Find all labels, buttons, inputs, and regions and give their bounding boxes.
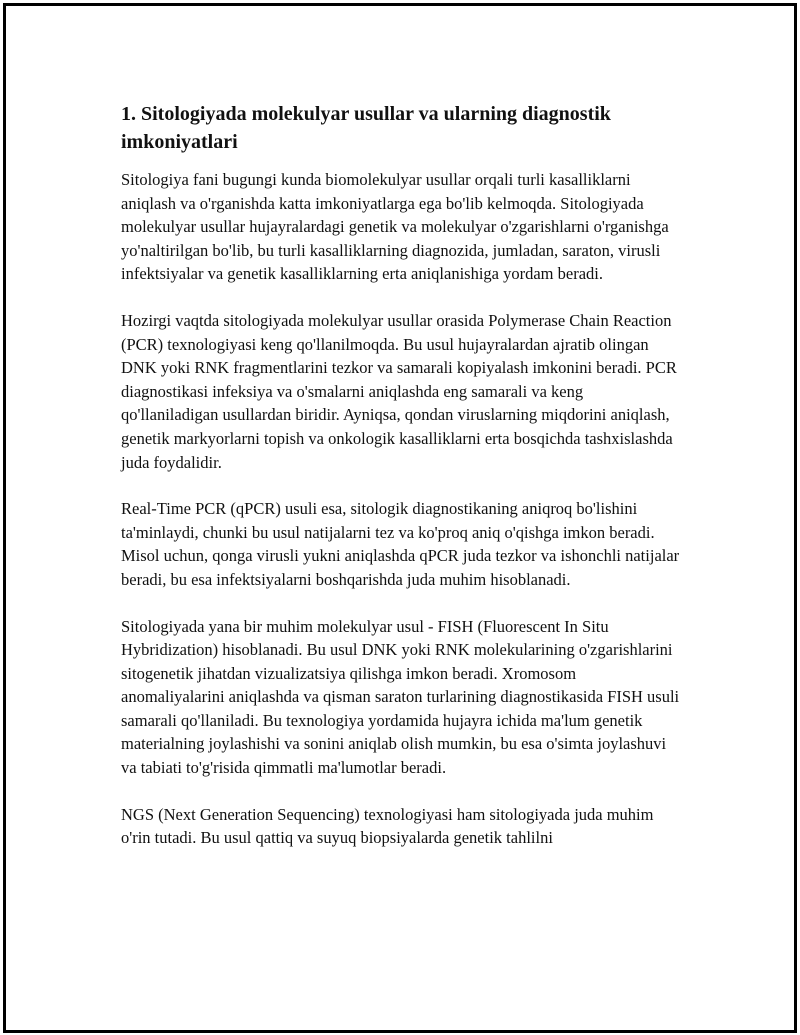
paragraph-intro: Sitologiya fani bugungi kunda biomolekulyar usullar orqali turli kasalliklarni aniqlash va o'rganishda katta imkoniyatlarga ega bo'lib kelmoqda. Sitologiyada molekulyar usullar hujayralardagi genetik va molekulyar o'zgarishlarni o'rganishga yo'naltirilgan bo'lib, bu turli kasalliklarning diagnozida, jumladan, saraton, virusli infektsiyalar va genetik kasalliklarning erta aniqlanishiga yordam beradi. xyxy=(121,170,669,284)
paragraph-qpcr: Real-Time PCR (qPCR) usuli esa, sitologik diagnostikaning aniqroq bo'lishini ta'minlaydi, chunki bu usul natijalarni tez va ko'proq aniq o'qishga imkon beradi. Misol uchun, qonga virusli yukni aniqlashda qPCR juda tezkor va ishonchli natijalar beradi, bu esa infektsiyalarni boshqarishda juda muhim hisoblanadi. xyxy=(121,499,680,589)
page-frame xyxy=(3,3,797,1033)
paragraph-pcr: Hozirgi vaqtda sitologiyada molekulyar usullar orasida Polymerase Chain Reaction (PCR) texnologiyasi keng qo'llanilmoqda. Bu usul hujayralardan ajratib olingan DNK yoki RNK fragmentlarini tezkor va samarali kopiyalash imkonini beradi. PCR diagnostikasi infeksiya va o'smalarni aniqlashda eng samarali va keng qo'llaniladigan usullardan biridir. Ayniqsa, qondan viruslarning miqdorini aniqlash, genetik markyorlarni topish va onkologik kasalliklarni erta bosqichda tashxislashda juda foydalidir. xyxy=(121,310,677,472)
paragraph-fish: Sitologiyada yana bir muhim molekulyar usul - FISH (Fluorescent In Situ Hybridization) hisoblanadi. Bu usul DNK yoki RNK molekularining o'zgarishlarini sitogenetik jihatdan vizualizatsiya qilishga imkon beradi. Xromosom anomaliyalarini aniqlashda va qisman saraton turlarining diagnostikasida FISH usuli samarali qo'llaniladi. Bu texnologiya yordamida hujayra ichida ma'lum genetik materialning joylashishi va sonini aniqlab olish mumkin, bu esa o'simta joylashuvi va tabiati to'g'risida qimmatli ma'lumotlar beradi. xyxy=(121,616,680,778)
paragraph-ngs: NGS (Next Generation Sequencing) texnologiyasi ham sitologiyada juda muhim o'rin tutadi. Bu usul qattiq va suyuq biopsiyalarda genetik tahlilni xyxy=(121,804,654,848)
document-body xyxy=(121,100,681,873)
section-heading: 1. Sitologiyada molekulyar usullar va ularning diagnostik imkoniyatlari xyxy=(121,103,611,153)
